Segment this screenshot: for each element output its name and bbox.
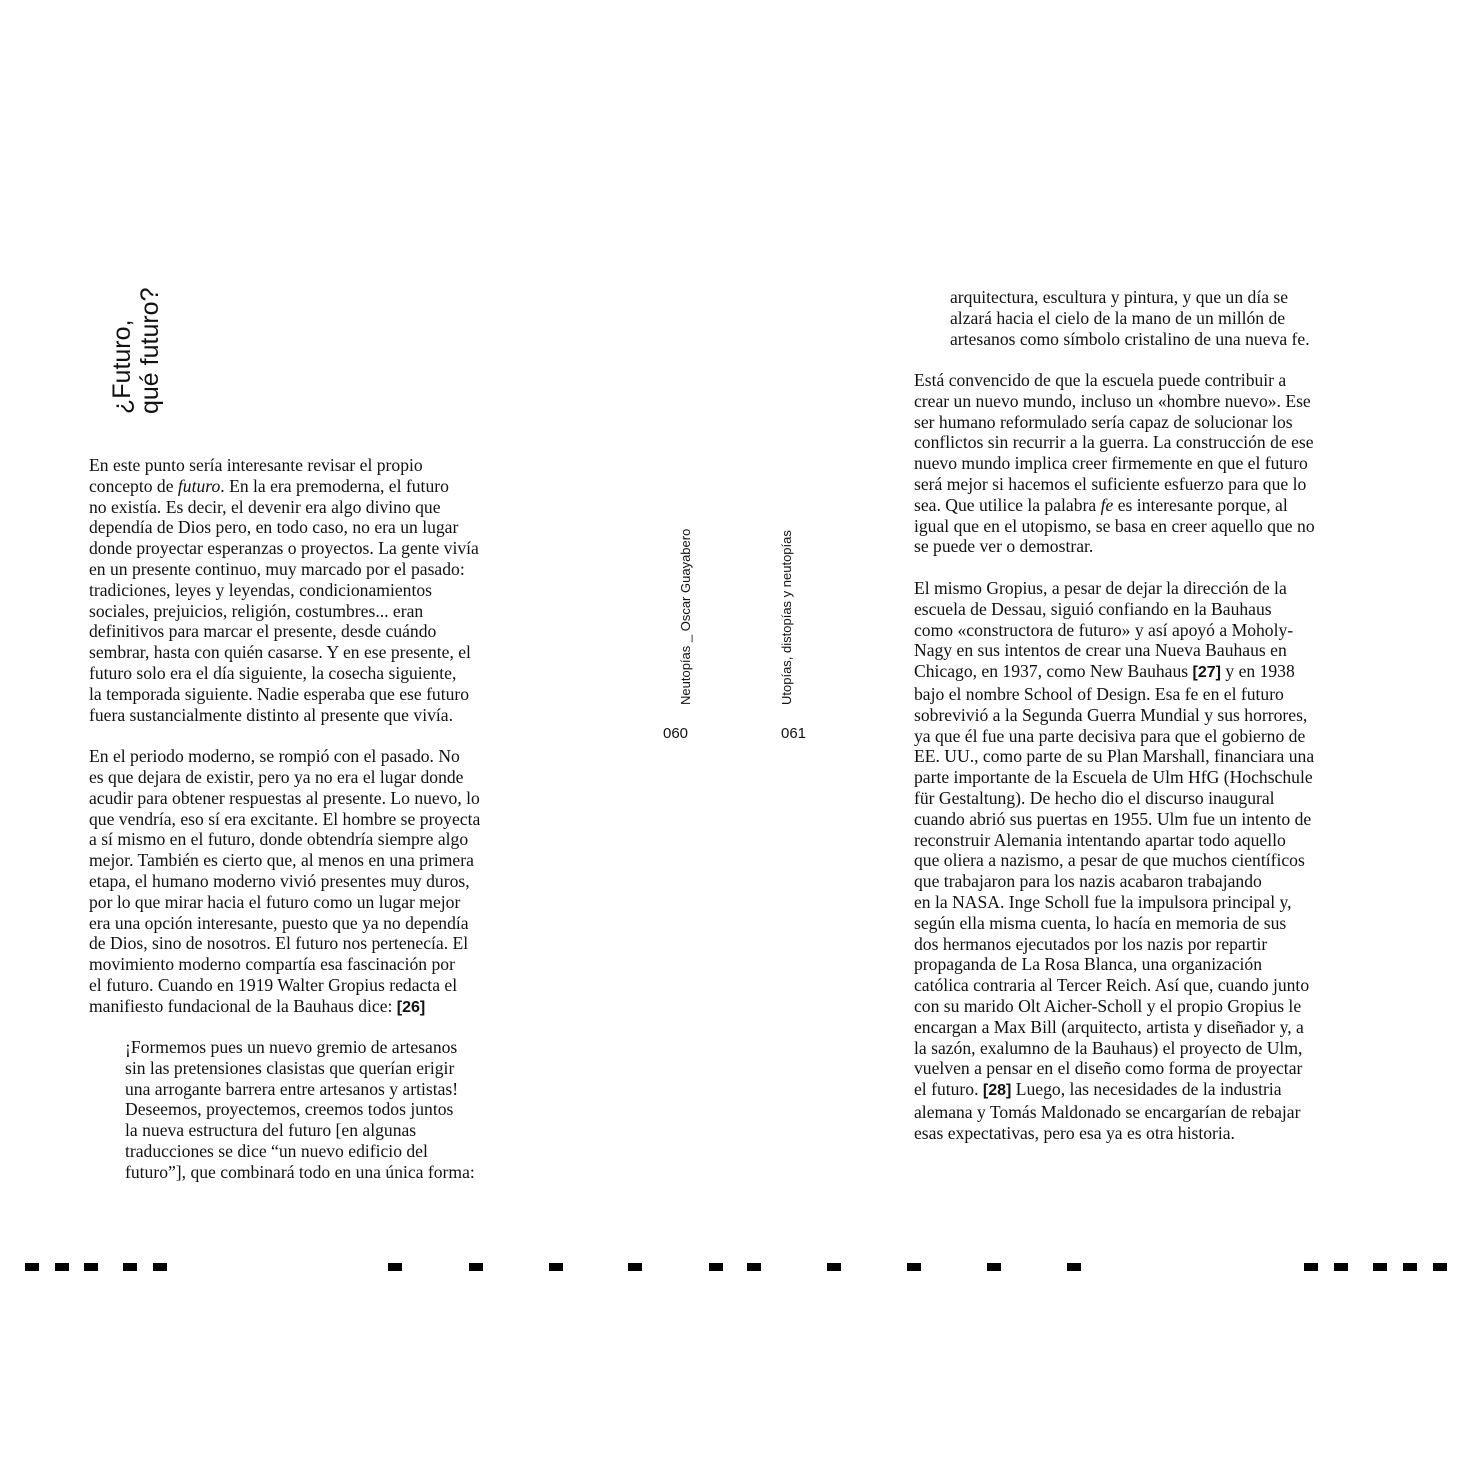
dash-mark xyxy=(1067,1263,1081,1271)
text-line: encargan a Max Bill (arquitecto, artista y diseñador y, a xyxy=(914,1016,1304,1037)
quote-line: alzará hacia el cielo de la mano de un millón de xyxy=(950,307,1286,328)
text-line: en un presente continuo, muy marcado por el pasado: xyxy=(89,558,465,579)
dash-mark xyxy=(25,1263,39,1271)
quote-line: la nueva estructura del futuro [en algunas xyxy=(125,1120,417,1141)
paragraph-future-concept xyxy=(89,455,559,725)
text-line: parte importante de la Escuela de Ulm HfG (Hochschule xyxy=(914,767,1313,788)
dash-mark xyxy=(827,1263,841,1271)
page-number-left: 060 xyxy=(663,725,689,742)
paragraph-new-world xyxy=(914,370,1384,557)
text-line: sobrevivió a la Segunda Guerra Mundial y sus horrores, xyxy=(914,704,1308,725)
text-line: fuera sustancialmente distinto al presente que vivía. xyxy=(89,704,453,725)
text-line: en la NASA. Inge Scholl fue la impulsora principal y, xyxy=(914,891,1292,912)
quote-line: arquitectura, escultura y pintura, y que un día se xyxy=(950,287,1289,307)
dash-mark xyxy=(1433,1263,1447,1271)
text-line: bajo el nombre School of Design. Esa fe en el futuro xyxy=(914,683,1284,704)
text-line: ser humano reformulado sería capaz de solucionar los xyxy=(914,411,1293,432)
text-line: de Dios, sino de nosotros. El futuro nos pertenecía. El xyxy=(89,933,469,954)
text-line: vuelven a pensar en el diseño como forma de proyectar xyxy=(914,1058,1303,1079)
dash-mark xyxy=(84,1263,98,1271)
text-line: igual que en el utopismo, se basa en creer aquello que no xyxy=(914,515,1315,536)
dash-mark xyxy=(628,1263,642,1271)
text-line: etapa, el humano moderno vivió presentes muy duros, xyxy=(89,870,470,891)
dash-mark xyxy=(55,1263,69,1271)
dash-mark xyxy=(907,1263,921,1271)
text-line: mejor. También es cierto que, al menos en una primera xyxy=(89,850,474,871)
paragraph-modern-period xyxy=(89,746,559,1018)
quote-line: ¡Formemos pues un nuevo gremio de artesanos xyxy=(125,1037,458,1057)
text-line: definitivos para marcar el presente, desde cuándo xyxy=(89,621,437,642)
dash-mark xyxy=(153,1263,167,1271)
text-line: EE. UU., como parte de su Plan Marshall, financiara una xyxy=(914,746,1315,767)
text-line: como «constructora de futuro» y así apoyó a Moholy- xyxy=(914,619,1294,640)
dash-mark xyxy=(1304,1263,1318,1271)
footnote-reference: [26] xyxy=(396,998,426,1016)
text-line: sea. Que utilice la palabra fe es interesante porque, al xyxy=(914,494,1288,515)
dash-mark xyxy=(709,1263,723,1271)
text-line: la temporada siguiente. Nadie esperaba que ese futuro xyxy=(89,683,470,704)
text-line: concepto de futuro. En la era premoderna, el futuro xyxy=(89,475,449,496)
block-quote-left xyxy=(125,1037,555,1183)
decorative-dash-rule xyxy=(0,1263,1472,1272)
text-line: Está convencido de que la escuela puede contribuir a xyxy=(914,370,1287,390)
text-line: el futuro. Cuando en 1919 Walter Gropius redacta el xyxy=(89,974,458,995)
text-line: für Gestaltung). De hecho dio el discurso inaugural xyxy=(914,787,1275,808)
chapter-title-line-1: ¿Futuro, xyxy=(108,319,136,414)
text-line: que vendría, eso sí era excitante. El hombre se proyecta xyxy=(89,808,481,829)
quote-line: traducciones se dice “un nuevo edificio del xyxy=(125,1140,428,1161)
text-line: manifiesto fundacional de la Bauhaus dice: [26] xyxy=(89,995,426,1016)
text-line: a sí mismo en el futuro, donde obtendría siempre algo xyxy=(89,829,469,850)
text-line: donde proyectar esperanzas o proyectos. La gente vivía xyxy=(89,538,479,559)
footnote-reference: [28] xyxy=(982,1082,1012,1100)
dash-mark xyxy=(747,1263,761,1271)
block-quote-right xyxy=(950,287,1380,349)
text-line: el futuro. [28] Luego, las necesidades de la industria xyxy=(914,1079,1282,1100)
text-line: Nagy en sus intentos de crear una Nueva Bauhaus en xyxy=(914,640,1287,661)
text-line: acudir para obtener respuestas al presente. Lo nuevo, lo xyxy=(89,787,480,808)
text-line: Chicago, en 1937, como New Bauhaus [27] y en 1938 xyxy=(914,661,1295,682)
quote-line: Deseemos, proyectemos, creemos todos juntos xyxy=(125,1099,454,1120)
text-line: sociales, prejuicios, religión, costumbres... eran xyxy=(89,600,424,621)
text-line: tradiciones, leyes y leyendas, condicionamientos xyxy=(89,579,432,600)
dash-mark xyxy=(469,1263,483,1271)
text-line: no existía. Es decir, el devenir era algo divino que xyxy=(89,496,441,517)
quote-line: una arrogante barrera entre artesanos y artistas! xyxy=(125,1078,459,1099)
dash-mark xyxy=(1373,1263,1387,1271)
quote-line: sin las pretensiones clasistas que querían erigir xyxy=(125,1057,455,1078)
text-line: En el periodo moderno, se rompió con el pasado. No xyxy=(89,746,460,767)
text-line: escuela de Dessau, siguió confiando en la Bauhaus xyxy=(914,598,1272,619)
dash-mark xyxy=(1334,1263,1348,1271)
text-line: es que dejara de existir, pero ya no era el lugar donde xyxy=(89,766,464,787)
text-line: esas expectativas, pero esa ya es otra historia. xyxy=(914,1122,1235,1143)
text-line: por lo que mirar hacia el futuro como un lugar mejor xyxy=(89,891,461,912)
text-line: se puede ver o demostrar. xyxy=(914,536,1094,557)
dash-mark xyxy=(549,1263,563,1271)
dash-mark xyxy=(987,1263,1001,1271)
left-column xyxy=(89,455,559,1019)
dash-mark xyxy=(123,1263,137,1271)
running-head-left: Neutopías _ Oscar Guayabero xyxy=(678,528,693,705)
text-line: dependía de Dios pero, en todo caso, no era un lugar xyxy=(89,517,459,538)
dash-mark xyxy=(388,1263,402,1271)
text-line: futuro solo era el día siguiente, la cosecha siguiente, xyxy=(89,662,457,683)
text-line: cuando abrió sus puertas en 1955. Ulm fue un intento de xyxy=(914,808,1312,829)
text-line: según ella misma cuenta, lo hacía en memoria de sus xyxy=(914,912,1287,933)
text-line: católica contraria al Tercer Reich. Así que, cuando junto xyxy=(914,975,1310,996)
text-line: crear un nuevo mundo, incluso un «hombre nuevo». Ese xyxy=(914,390,1311,411)
text-line: alemana y Tomás Maldonado se encargarían de rebajar xyxy=(914,1101,1301,1122)
quote-line: artesanos como símbolo cristalino de una nueva fe. xyxy=(950,328,1310,349)
quote-line: futuro”], que combinará todo en una única forma: xyxy=(125,1161,475,1182)
text-line: propaganda de La Rosa Blanca, una organización xyxy=(914,954,1262,975)
text-line: En este punto sería interesante revisar el propio xyxy=(89,455,423,475)
page-number-right: 061 xyxy=(781,725,807,742)
text-line: El mismo Gropius, a pesar de dejar la dirección de la xyxy=(914,578,1287,598)
text-line: nuevo mundo implica creer firmemente en que el futuro xyxy=(914,453,1308,474)
text-line: que trabajaron para los nazis acabaron trabajando xyxy=(914,871,1262,892)
text-line: era una opción interesante, puesto que ya no dependía xyxy=(89,912,469,933)
text-line: reconstruir Alemania intentando apartar todo aquello xyxy=(914,829,1286,850)
chapter-title xyxy=(108,288,164,415)
italic-term: fe xyxy=(1100,494,1114,515)
text-line: la sazón, exalumno de la Bauhaus) el proyecto de Ulm, xyxy=(914,1037,1303,1058)
text-line: dos hermanos ejecutados por los nazis por repartir xyxy=(914,933,1268,954)
text-line: será mejor si hacemos el suficiente esfuerzo para que lo xyxy=(914,473,1307,494)
text-line: sembrar, hasta con quién casarse. Y en ese presente, el xyxy=(89,642,471,663)
text-line: conflictos sin recurrir a la guerra. La construcción de ese xyxy=(914,432,1314,453)
paragraph-gropius-ulm xyxy=(914,578,1384,1144)
running-head-right: Utopías, distopías y neutopías xyxy=(779,530,794,705)
text-line: que oliera a nazismo, a pesar de que muchos científicos xyxy=(914,850,1305,871)
text-line: movimiento moderno compartía esa fascinación por xyxy=(89,954,455,975)
dash-mark xyxy=(1403,1263,1417,1271)
chapter-title-line-2: qué futuro? xyxy=(136,287,164,414)
text-line: con su marido Olt Aicher-Scholl y el propio Gropius le xyxy=(914,995,1302,1016)
text-line: ya que él fue una parte decisiva para que el gobierno de xyxy=(914,725,1306,746)
footnote-reference: [27] xyxy=(1192,664,1221,682)
italic-term: futuro xyxy=(177,475,221,496)
